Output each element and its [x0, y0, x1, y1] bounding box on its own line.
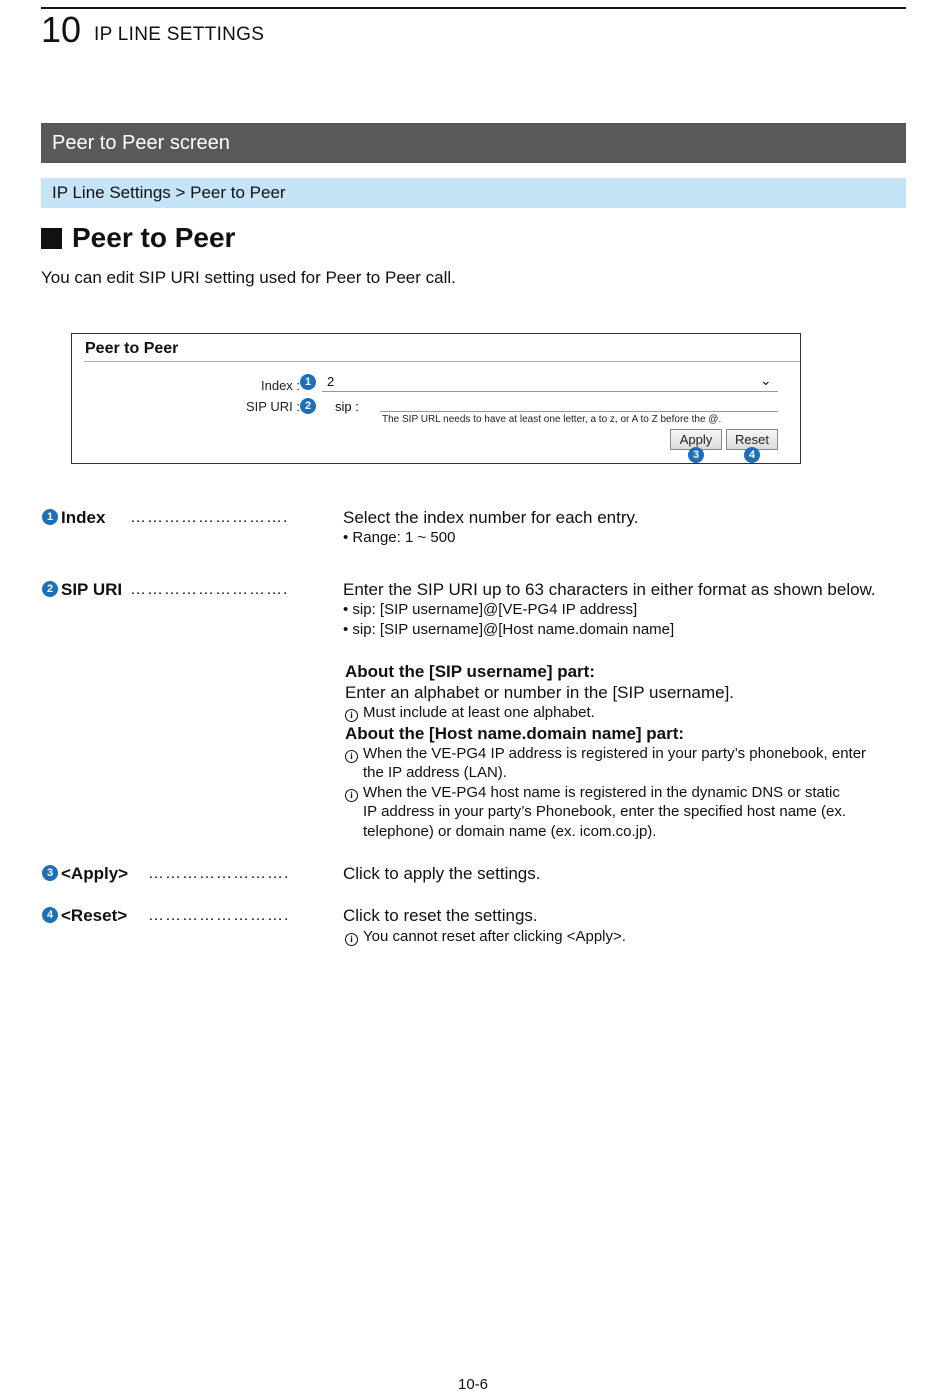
panel-title: Peer to Peer	[85, 340, 179, 357]
about-host-note-1: i When the VE-PG4 IP address is registered in your party’s phonebook, enter	[345, 744, 866, 764]
leader-dots: ……………………….	[130, 581, 289, 598]
desc-reset: Click to reset the settings.	[343, 906, 538, 925]
chapter-title: IP LINE SETTINGS	[94, 24, 265, 45]
bullet-index-range: • Range: 1 ~ 500	[343, 529, 456, 546]
chevron-down-icon[interactable]: ⌄	[760, 372, 772, 388]
breadcrumb: IP Line Settings > Peer to Peer	[41, 178, 906, 208]
term-reset: <Reset>	[61, 906, 128, 925]
about-host-note-1-cont: the IP address (LAN).	[363, 764, 507, 781]
callout-badge-2: 2	[300, 398, 316, 414]
about-host-note-2-cont: telephone) or domain name (ex. icom.co.jp).	[363, 823, 657, 840]
desc-apply: Click to apply the settings.	[343, 864, 541, 883]
index-select-underline	[322, 391, 778, 392]
callout-badge-4: 4	[744, 447, 760, 463]
top-rule	[41, 7, 906, 9]
about-host-note-2: i When the VE-PG4 host name is registered in the dynamic DNS or static	[345, 783, 840, 803]
panel-divider	[84, 361, 800, 362]
desc-index: Select the index number for each entry.	[343, 508, 639, 527]
term-apply: <Apply>	[61, 864, 129, 883]
item-badge-4: 4	[42, 907, 58, 923]
reset-button[interactable]: Reset	[726, 429, 778, 450]
sip-prefix: sip :	[335, 399, 359, 414]
page-number: 10-6	[458, 1376, 489, 1393]
term-index: Index	[61, 508, 106, 527]
chapter-number: 10	[41, 9, 82, 50]
sip-uri-input[interactable]	[380, 411, 778, 412]
callout-badge-1: 1	[300, 374, 316, 390]
callout-badge-3: 3	[688, 447, 704, 463]
info-icon: i	[345, 789, 358, 802]
leader-dots: ……………………….	[130, 509, 289, 526]
bullet-sip-format-2: • sip: [SIP username]@[Host name.domain name]	[343, 621, 675, 638]
leader-dots: …………………….	[148, 907, 290, 924]
sip-uri-hint: The SIP URL needs to have at least one letter, a to z, or A to Z before the @.	[382, 414, 722, 425]
index-select-value[interactable]: 2	[327, 374, 335, 389]
info-icon: i	[345, 750, 358, 763]
index-label: Index :	[261, 378, 301, 393]
about-host-note-2-cont: IP address in your party’s Phonebook, enter the specified host name (ex.	[363, 803, 847, 820]
reset-note: i You cannot reset after clicking <Apply>.	[345, 927, 626, 947]
about-username-heading: About the [SIP username] part:	[345, 662, 595, 681]
intro-text: You can edit SIP URI setting used for Peer to Peer call.	[41, 268, 456, 287]
heading-square-icon	[41, 228, 62, 249]
page-heading: Peer to Peer	[72, 222, 236, 253]
peer-to-peer-panel	[71, 333, 801, 464]
item-badge-2: 2	[42, 581, 58, 597]
sip-uri-label: SIP URI :	[246, 399, 300, 414]
info-icon: i	[345, 933, 358, 946]
screen-title-bar: Peer to Peer screen	[41, 123, 906, 163]
about-username-note: i Must include at least one alphabet.	[345, 703, 595, 723]
term-sip-uri: SIP URI	[61, 580, 123, 599]
item-badge-3: 3	[42, 865, 58, 881]
apply-button[interactable]: Apply	[670, 429, 722, 450]
info-icon: i	[345, 709, 358, 722]
about-username-text: Enter an alphabet or number in the [SIP username].	[345, 683, 735, 702]
item-badge-1: 1	[42, 509, 58, 525]
about-host-heading: About the [Host name.domain name] part:	[345, 724, 685, 743]
leader-dots: …………………….	[148, 865, 290, 882]
desc-sip-uri: Enter the SIP URI up to 63 characters in either format as shown below.	[343, 580, 876, 599]
bullet-sip-format-1: • sip: [SIP username]@[VE-PG4 IP address]	[343, 601, 638, 618]
